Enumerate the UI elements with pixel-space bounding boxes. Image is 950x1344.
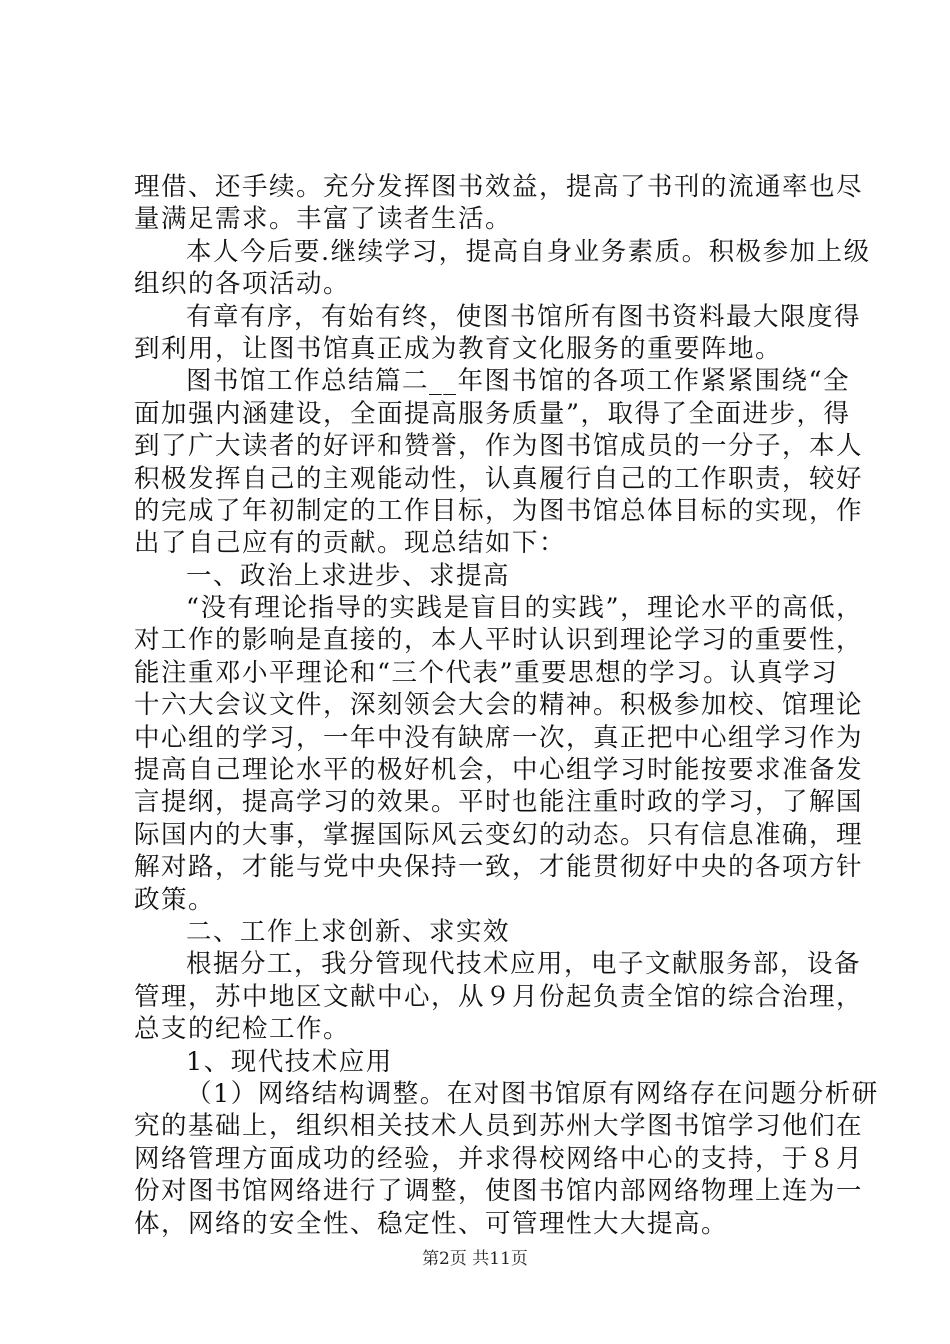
document-line: 理借、还手续。充分发挥图书效益，提高了书刊的流通率也尽 bbox=[134, 172, 864, 202]
document-line: 到利用，让图书馆真正成为教育文化服务的重要阵地。 bbox=[134, 333, 783, 364]
document-line: 政策。 bbox=[134, 884, 216, 915]
document-line: 管理，苏中地区文献中心，从９月份起负责全馆的综合治理， bbox=[134, 981, 864, 1012]
document-line: 量满足需求。丰富了读者生活。 bbox=[134, 204, 513, 235]
document-line: 总支的纪检工作。 bbox=[134, 1014, 351, 1045]
document-line: 言提纲，提高学习的效果。平时也能注重时政的学习，了解国 bbox=[134, 787, 864, 818]
document-line: 体，网络的安全性、稳定性、可管理性大大提高。 bbox=[134, 1208, 729, 1239]
page-footer: 第2页 共11页 bbox=[422, 1249, 528, 1269]
document-line: 图书馆工作总结篇二__年图书馆的各项工作紧紧围绕“全 bbox=[186, 366, 851, 397]
document-line: 本人今后要.继续学习，提高自身业务素质。积极参加上级 bbox=[186, 236, 871, 267]
document-line: 份对图书馆网络进行了调整，使图书馆内部网络物理上连为一 bbox=[134, 1176, 864, 1207]
document-line: 二、工作上求创新、求实效 bbox=[186, 916, 511, 947]
document-line: 十六大会议文件，深刻领会大会的精神。积极参加校、馆理论 bbox=[134, 690, 864, 721]
document-line: 的完成了年初制定的工作目标，为图书馆总体目标的实现，作 bbox=[134, 495, 864, 526]
document-line: 中心组的学习，一年中没有缺席一次，真正把中心组学习作为 bbox=[134, 722, 864, 753]
document-line: 对工作的影响是直接的，本人平时认识到理论学习的重要性， bbox=[134, 625, 864, 656]
document-line: 解对路，才能与党中央保持一致，才能贯彻好中央的各项方针 bbox=[134, 852, 864, 883]
document-line: 根据分工，我分管现代技术应用，电子文献服务部，设备 bbox=[186, 949, 862, 980]
document-line: 1、现代技术应用 bbox=[186, 1046, 393, 1077]
document-body bbox=[134, 171, 879, 1240]
document-line: 组织的各项活动。 bbox=[134, 269, 351, 300]
document-line: “没有理论指导的实践是盲目的实践”，理论水平的高低， bbox=[186, 593, 864, 624]
document-line: 一、政治上求进步、求提高 bbox=[186, 560, 511, 591]
document-line: （1）网络结构调整。在对图书馆原有网络存在问题分析研 bbox=[186, 1078, 879, 1109]
document-line: 能注重邓小平理论和“三个代表”重要思想的学习。认真学习 bbox=[134, 657, 839, 688]
document-line: 到了广大读者的好评和赞誉，作为图书馆成员的一分子，本人 bbox=[134, 431, 864, 462]
document-line: 究的基础上，组织相关技术人员到苏州大学图书馆学习他们在 bbox=[134, 1111, 864, 1142]
document-line: 际国内的大事，掌握国际风云变幻的动态。只有信息准确，理 bbox=[134, 819, 864, 850]
document-line: 出了自己应有的贡献。现总结如下： bbox=[134, 528, 567, 559]
document-line: 面加强内涵建设，全面提高服务质量”，取得了全面进步，得 bbox=[134, 398, 851, 429]
document-line: 提高自己理论水平的极好机会，中心组学习时能按要求准备发 bbox=[134, 755, 864, 786]
document-line: 有章有序，有始有终，使图书馆所有图书资料最大限度得 bbox=[186, 301, 862, 332]
document-line: 网络管理方面成功的经验，并求得校网络中心的支持，于８月 bbox=[134, 1143, 864, 1174]
document-line: 积极发挥自己的主观能动性，认真履行自己的工作职责，较好 bbox=[134, 463, 864, 494]
